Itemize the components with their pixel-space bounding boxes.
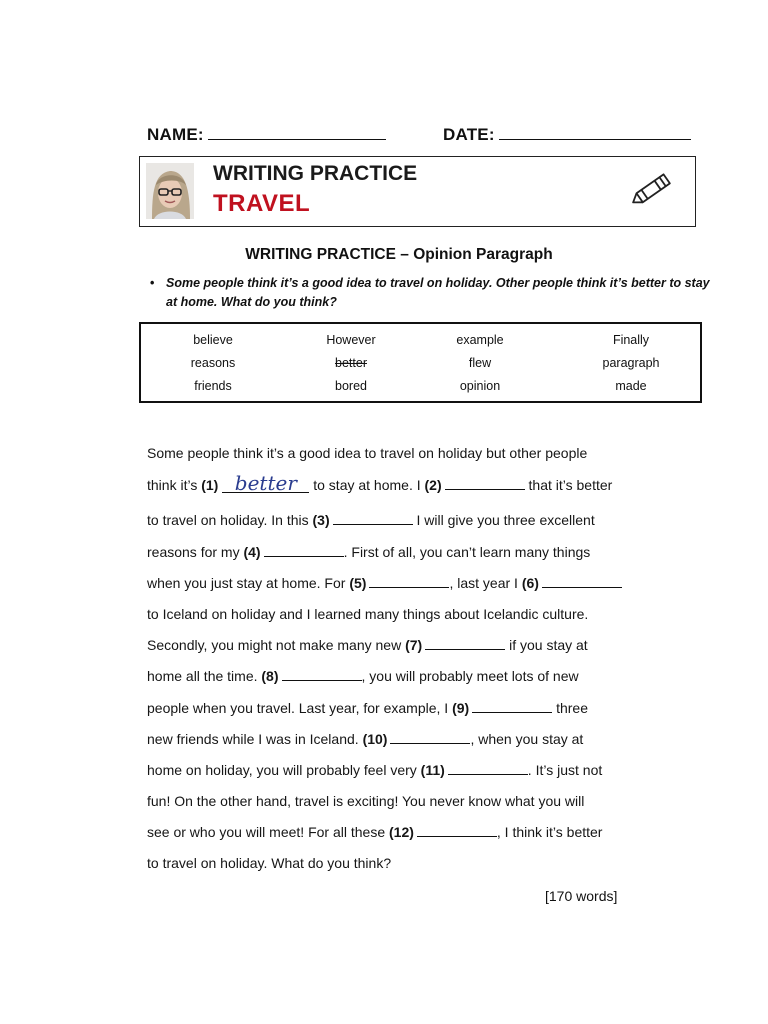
blank-number: (8) [261, 668, 279, 684]
blank-number: (11) [420, 762, 445, 778]
paragraph-line: think it’s (1) better to stay at home. I (2) that it’s better [147, 471, 613, 495]
worksheet-topic: TRAVEL [213, 190, 311, 217]
title-box [139, 156, 696, 227]
name-label: NAME: [147, 125, 204, 144]
word-bank-item: bored [335, 379, 367, 393]
answer-blank-9[interactable] [472, 701, 552, 713]
name-field[interactable] [208, 125, 386, 140]
answer-blank-12[interactable] [417, 825, 497, 837]
blank-number: (5) [349, 575, 367, 591]
paragraph-line: to travel on holiday. In this (3) I will give you three excellent [147, 512, 595, 528]
paragraph-line: to travel on holiday. What do you think? [147, 855, 392, 871]
blank-number: (9) [452, 700, 470, 716]
paragraph-line: to Iceland on holiday and I learned many things about Icelandic culture. [147, 606, 589, 622]
blank-number: (12) [389, 824, 414, 840]
answer-blank-3[interactable] [333, 513, 413, 525]
answer-blank-2[interactable] [445, 478, 525, 490]
paragraph-line: see or who you will meet! For all these (12) , I think it’s better [147, 824, 603, 840]
word-bank-item: paragraph [602, 356, 660, 370]
word-bank-item-used: better [335, 356, 367, 370]
answer-blank-6[interactable] [542, 576, 622, 588]
word-count: [170 words] [545, 888, 618, 904]
paragraph-line: fun! On the other hand, travel is exciting! You never know what you will [147, 793, 585, 809]
paragraph-line: Secondly, you might not make many new (7) if you stay at [147, 637, 588, 653]
name-row [147, 125, 386, 145]
answer-blank-10[interactable] [390, 732, 470, 744]
blank-number: (6) [521, 575, 539, 591]
worksheet-title: WRITING PRACTICE [213, 162, 418, 185]
word-bank-item: reasons [190, 356, 236, 370]
avatar [146, 163, 194, 219]
blank-number: (7) [405, 637, 423, 653]
writing-prompt [150, 274, 710, 312]
word-bank-item: example [456, 333, 504, 347]
date-label: DATE: [443, 125, 495, 144]
answer-blank-5[interactable] [369, 576, 449, 588]
blank-number: (3) [312, 512, 330, 528]
answer-blank-4[interactable] [264, 545, 344, 557]
word-bank-item: friends [194, 379, 232, 393]
prompt-text: Some people think it’s a good idea to travel on holiday. Other people think it’s better to stay at home. What do you think? [166, 276, 710, 309]
answer-blank-8[interactable] [282, 669, 362, 681]
blank-number: (4) [243, 544, 261, 560]
answer-blank-11[interactable] [448, 763, 528, 775]
paragraph-line: new friends while I was in Iceland. (10) , when you stay at [147, 731, 584, 747]
paragraph-line: people when you travel. Last year, for example, I (9) three [147, 700, 588, 716]
word-bank-item: opinion [459, 379, 501, 393]
word-bank [139, 322, 702, 403]
pencil-icon [628, 169, 676, 213]
paragraph-line: home all the time. (8) , you will probably meet lots of new [147, 668, 579, 684]
answer-blank-1[interactable]: better [222, 474, 309, 493]
date-row [443, 125, 691, 145]
blank-number: (10) [362, 731, 388, 747]
paragraph-line: Some people think it’s a good idea to travel on holiday but other people [147, 445, 588, 461]
date-field[interactable] [499, 125, 691, 140]
word-bank-item: flew [468, 356, 492, 370]
blank-number: (1) [201, 477, 219, 493]
blank-number: (2) [424, 477, 442, 493]
bullet: • [150, 276, 155, 290]
section-title: WRITING PRACTICE – Opinion Paragraph [245, 246, 553, 263]
word-bank-item: Finally [612, 333, 650, 347]
paragraph-line: reasons for my (4) . First of all, you can’t learn many things [147, 544, 591, 560]
paragraph-line: when you just stay at home. For (5) , last year I (6) [147, 575, 622, 591]
answer-blank-7[interactable] [425, 638, 505, 650]
word-bank-item: However [326, 333, 376, 347]
paragraph-line: home on holiday, you will probably feel very (11) . It’s just not [147, 762, 603, 778]
word-bank-item: believe [193, 333, 233, 347]
word-bank-item: made [615, 379, 647, 393]
